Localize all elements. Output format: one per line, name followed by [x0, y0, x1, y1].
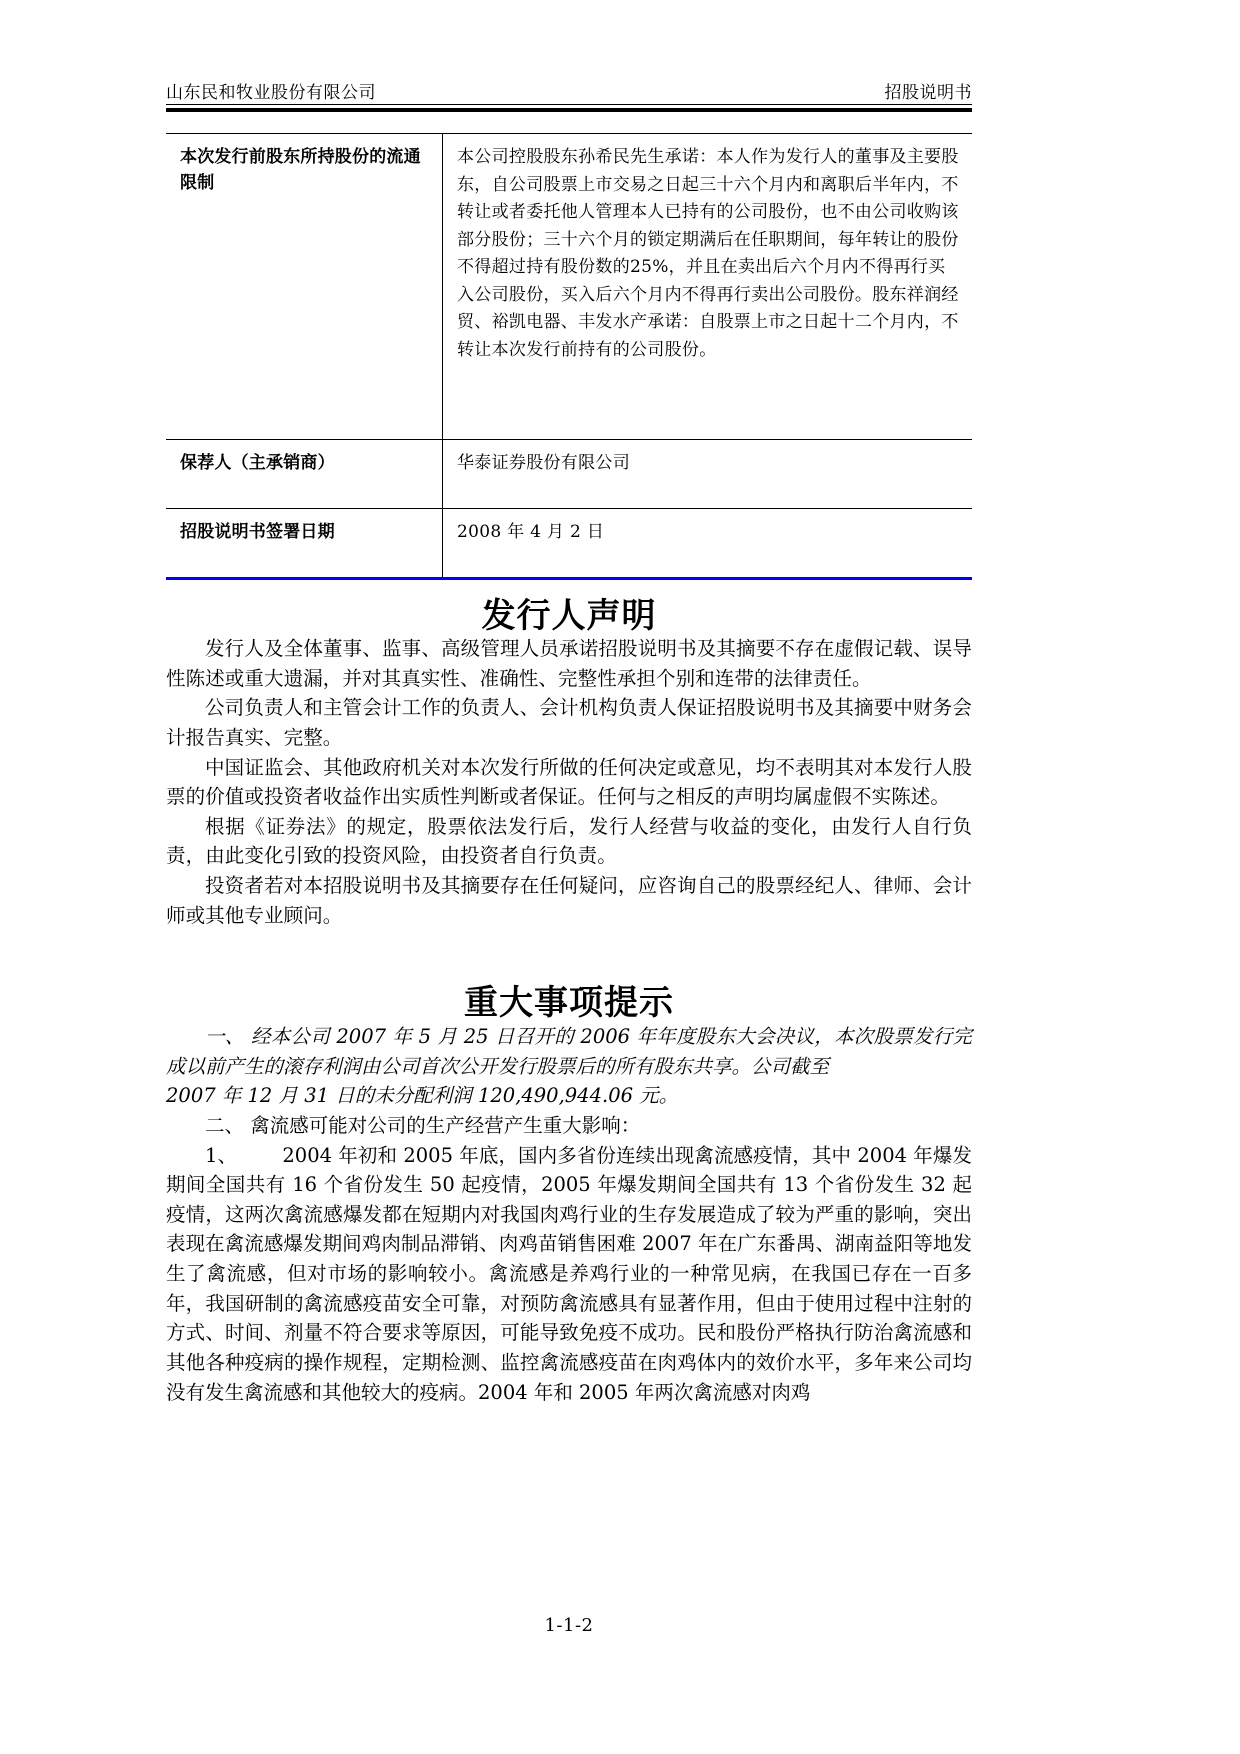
running-header — [166, 78, 972, 103]
declaration-heading: 发行人声明 — [481, 596, 657, 636]
notice-item-two: 二、 禽流感可能对公司的生产经营产生重大影响： — [205, 1113, 641, 1137]
important-notice-heading: 重大事项提示 — [464, 983, 674, 1023]
declaration-body — [166, 634, 972, 930]
table-row — [166, 509, 972, 578]
declaration-paragraph: 投资者若对本招股说明书及其摘要存在任何疑问，应咨询自己的股票经纪人、律师、会计师或其他专业顾问。 — [166, 874, 972, 927]
table-cell-value: 华泰证券股份有限公司 — [443, 440, 973, 509]
notice-sub-label: 1、 — [205, 1143, 238, 1167]
notice-sub-text: 2004 年初和 2005 年底，国内多省份连续出现禽流感疫情，其中 2004 年爆发期间全国共有 16 个省份发生 50 起疫情，2005 年爆发期间全国共有 13 个省份发生 32 起疫情，这两次禽流感爆发都在短期内对我国肉鸡行业的生存发展造成了较为严重的影响，突出表现在禽流感爆发期间鸡肉制品滞销、肉鸡苗销售困难 2007 年在广东番禺、湖南益阳等地发生了禽流感，但对市场的影响较小。禽流感是养鸡行业的一种常见病，在我国已存在一百多年，我国研制的禽流感疫苗安全可靠，对预防禽流感具有显著作用，但由于使用过程中注射的方式、时间、剂量不符合要求等原因，可能导致免疫不成功。民和股份严格执行防治禽流感和其他各种疫病的操作规程，定期检测、监控禽流感疫苗在肉鸡体内的效价水平，多年来公司均没有发生禽流感和其他较大的疫病。2004 年和 2005 年两次禽流感对肉鸡 — [166, 1143, 972, 1404]
header-rule-thin — [166, 104, 972, 105]
table-row — [166, 440, 972, 509]
important-notice-body — [166, 1022, 972, 1407]
page-footer: 1-1-2 — [544, 1615, 594, 1636]
declaration-paragraph: 根据《证券法》的规定，股票依法发行后，发行人经营与收益的变化，由发行人自行负责，由此变化引致的投资风险，由投资者自行负责。 — [166, 814, 972, 868]
table-bottom-blue-rule — [166, 577, 972, 580]
declaration-paragraph: 公司负责人和主管会计工作的负责人、会计机构负责人保证招股说明书及其摘要中财务会计报告真实、完整。 — [166, 696, 972, 749]
table-cell-label: 招股说明书签署日期 — [166, 509, 443, 578]
table-cell-value: 本公司控股股东孙希民先生承诺：本人作为发行人的董事及主要股东，自公司股票上市交易之日起三十六个月内和离职后半年内，不转让或者委托他人管理本人已持有的公司股份，也不由公司收购该部分股份；三十六个月的锁定期满后在任职期间，每年转让的股份不得超过持有股份数的25%，并且在卖出后六个月内不得再行买入公司股份，买入后六个月内不得再行卖出公司股份。股东祥润经贸、裕凯电器、丰发水产承诺：自股票上市之日起十二个月内，不转让本次发行前持有的公司股份。 — [443, 134, 973, 440]
declaration-paragraph: 发行人及全体董事、监事、高级管理人员承诺招股说明书及其摘要不存在虚假记载、误导性陈述或重大遗漏，并对其真实性、准确性、完整性承担个别和连带的法律责任。 — [166, 637, 972, 690]
header-company-name: 山东民和牧业股份有限公司 — [166, 83, 376, 103]
header-rule-thick — [166, 108, 972, 112]
issuer-info-table — [166, 133, 972, 577]
table-row — [166, 134, 972, 440]
declaration-paragraph: 中国证监会、其他政府机关对本次发行所做的任何决定或意见，均不表明其对本发行人股票的价值或投资者收益作出实质性判断或者保证。任何与之相反的声明均属虚假不实陈述。 — [166, 755, 972, 809]
header-document-type: 招股说明书 — [884, 83, 972, 103]
table-cell-value: 2008 年 4 月 2 日 — [443, 509, 973, 578]
table-cell-label: 本次发行前股东所持股份的流通限制 — [166, 134, 443, 440]
table-cell-label: 保荐人（主承销商） — [166, 440, 443, 509]
notice-item-two-sub1 — [166, 1141, 972, 1408]
notice-item-one-continued: 2007 年 12 月 31 日的未分配利润 120,490,944.06 元。 — [166, 1084, 679, 1108]
notice-item-one: 一、 经本公司 2007 年 5 月 25 日召开的 2006 年年度股东大会决议，本次股票发行完成以前产生的滚存利润由公司首次公开发行股票后的所有股东共享。公司截至 — [166, 1025, 972, 1078]
